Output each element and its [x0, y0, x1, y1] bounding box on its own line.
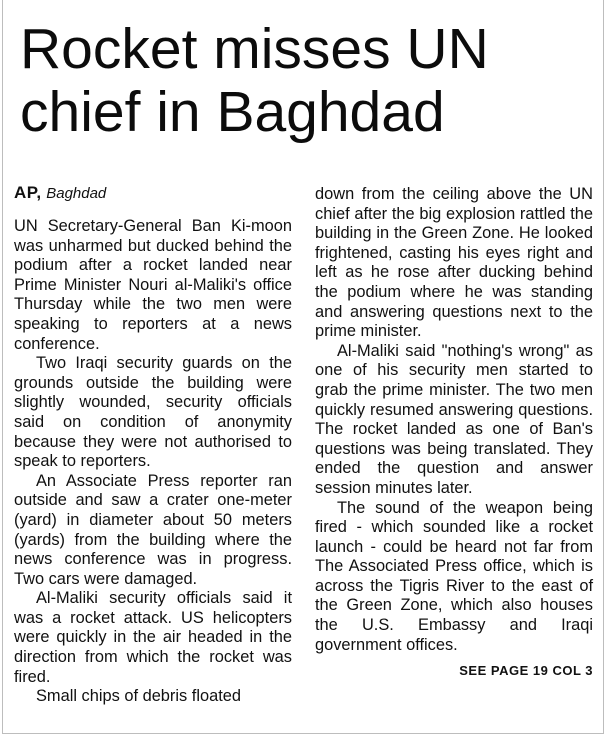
article-column-left: [14, 182, 292, 707]
article-column-right: [315, 185, 593, 681]
continuation-reference: SEE PAGE 19 COL 3: [459, 663, 593, 679]
paragraph: Two Iraqi security guards on the grounds outside the building were slightly wounded, security officials said on condition of anonymity because they were not authorised to speak to reporters.: [14, 354, 292, 471]
byline-agency: AP,: [14, 183, 42, 202]
headline: [20, 18, 590, 144]
byline: [14, 182, 292, 205]
paragraph: Al-Maliki security officials said it was a rocket attack. US helicopters were quickly in the air headed in the direction from which the rocket was fired.: [14, 589, 292, 686]
headline-line-2: chief in Baghdad: [20, 80, 445, 144]
paragraph: The sound of the weapon being fired - which sounded like a rocket launch - could be heard not far from The Associated Press office, which is across the Tigris River to the east of the Green Zone, which also houses the U.S. Embassy and Iraqi government offices.: [315, 498, 593, 654]
paragraph: An Associate Press reporter ran outside and saw a crater one-meter (yard) in diameter about 50 meters (yards) from the building where the news conference was in progress. Two cars were damaged.: [14, 471, 292, 588]
paragraph: Small chips of debris floated: [36, 687, 241, 706]
paragraph: UN Secretary-General Ban Ki-moon was unharmed but ducked behind the podium after a rocket landed near Prime Minister Nouri al-Maliki's office Thursday while the two men were speaking to reporters at a news conference.: [14, 217, 292, 353]
paragraph: down from the ceiling above the UN chief after the big explosion rattled the building in the Green Zone. He looked frightened, casting his eyes right and left as he rose after ducking behind the podium where he was standing and answering questions next to the prime minister.: [315, 185, 593, 341]
headline-line-1: Rocket misses UN: [20, 17, 489, 81]
byline-place: Baghdad: [46, 185, 107, 202]
paragraph: Al-Maliki said "nothing's wrong" as one of his security men started to grab the prime minister. The two men quickly resumed answering questions. The rocket landed as one of Ban's questions was being translated. They ended the question and answer session minutes later.: [315, 341, 593, 497]
